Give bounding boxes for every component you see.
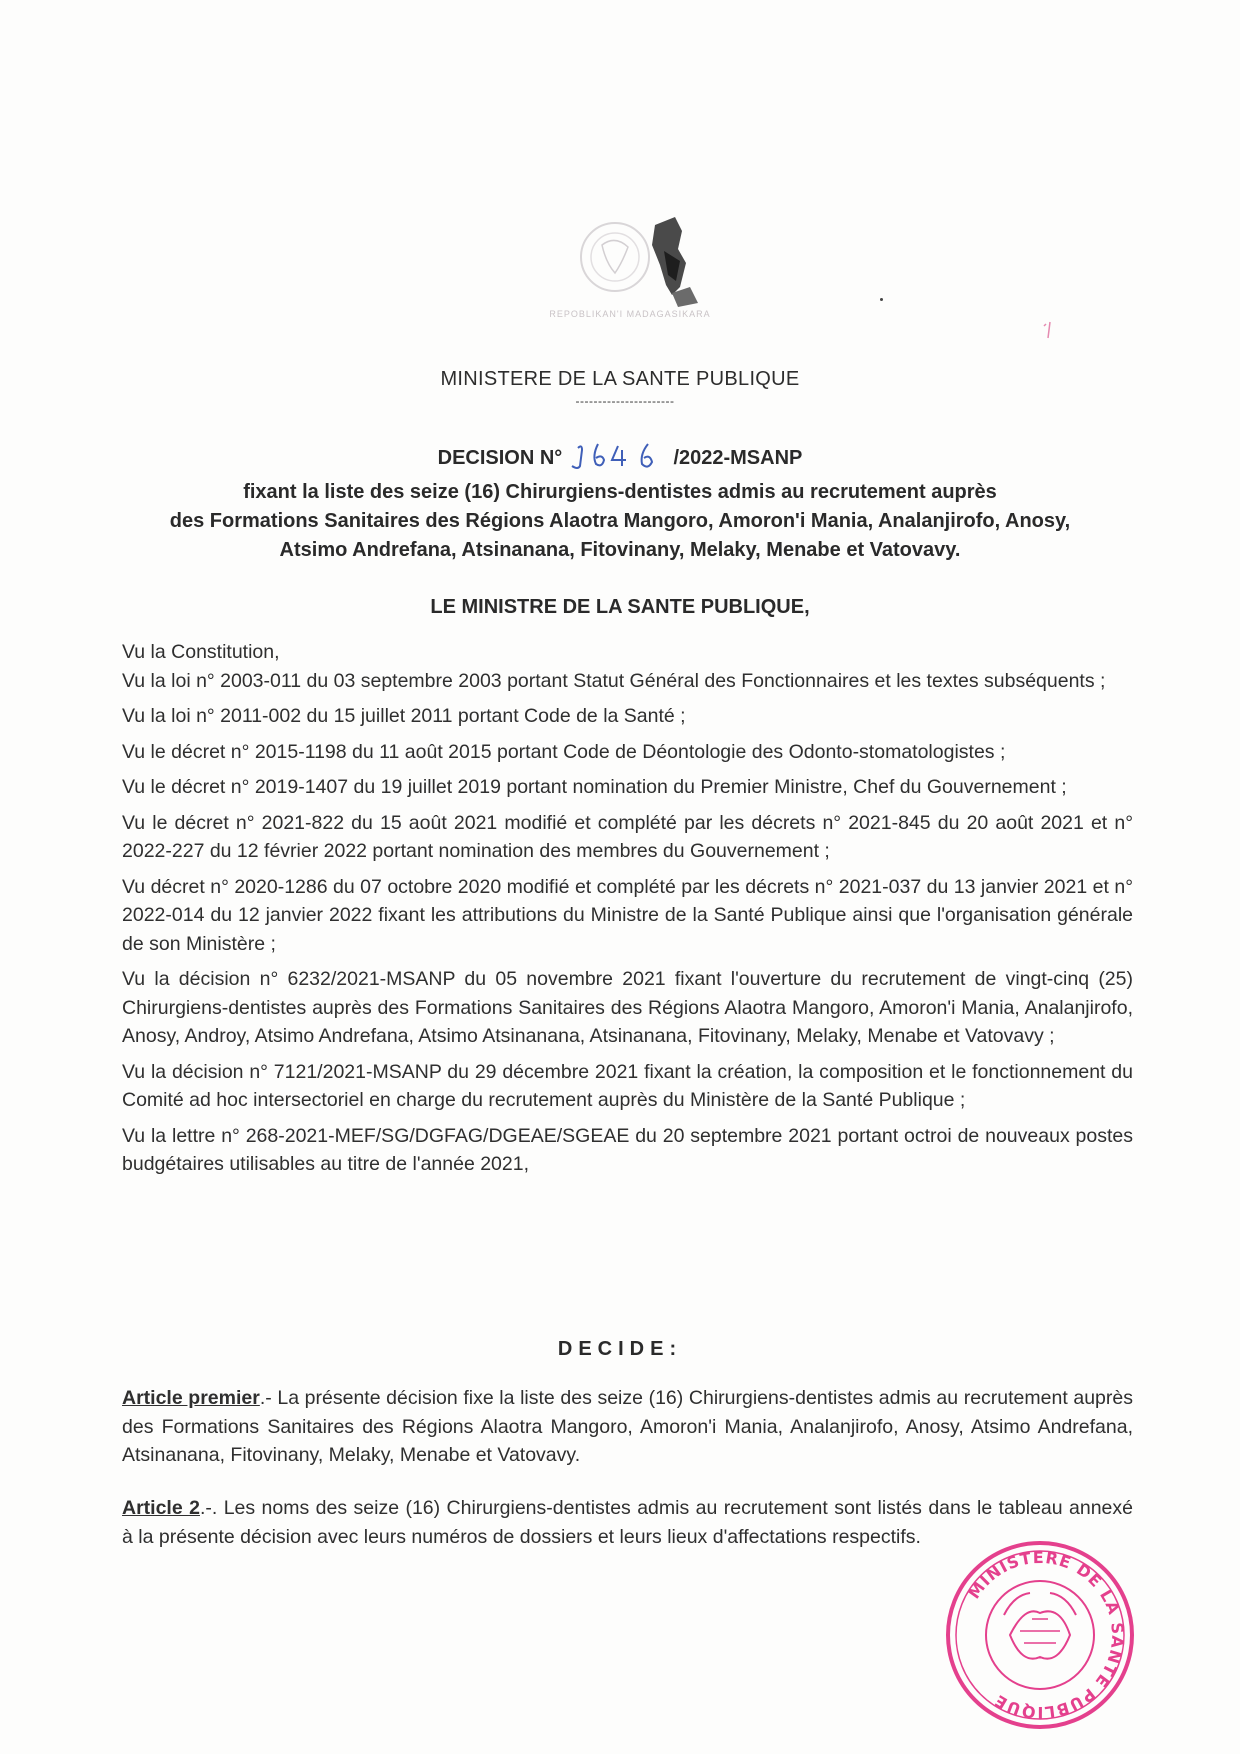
reference-item: Vu la décision n° 6232/2021-MSANP du 05 novembre 2021 fixant l'ouverture du recrutement de vingt-cinq (25) Chirurgiens-dentistes auprès des Formations Sanitaires des Régions Alaotra Mangoro, Amoron'i Mania, Analanjirofo, Anosy, Androy, Atsimo Andrefana, Atsimo Atsinanana, Atsinanana, Fitovinany, Melaky, Menabe et Vatovavy ; — [122, 968, 1133, 1047]
separator-line: ---------------------- — [575, 394, 675, 408]
reference-item: Vu la loi n° 2003-011 du 03 septembre 2003 portant Statut Général des Fonctionnaires et les textes subséquents ; — [122, 669, 1106, 692]
article-title: Article 2 — [122, 1497, 200, 1519]
svg-text:MINISTERE DE LA SANTE PUBLIQUE: MINISTERE DE LA SANTE PUBLIQUE — [964, 1547, 1128, 1723]
decide-heading: DECIDE: — [557, 1338, 683, 1360]
reference-item: Vu le décret n° 2019-1407 du 19 juillet 2019 portant nomination du Premier Ministre, Chef du Gouvernement ; — [122, 776, 1067, 798]
pen-mark-icon — [1040, 320, 1060, 340]
ministry-title: MINISTERE DE LA SANTE PUBLIQUE — [440, 368, 800, 390]
minister-heading: LE MINISTRE DE LA SANTE PUBLIQUE, — [430, 596, 810, 618]
subject-line: des Formations Sanitaires des Régions Alaotra Mangoro, Amoron'i Mania, Analanjirofo, Anosy, — [169, 510, 1071, 532]
handwritten-number — [568, 440, 668, 470]
reference-item: Vu le décret n° 2015-1198 du 11 août 2015 portant Code de Déontologie des Odonto-stomatologistes ; — [122, 740, 1006, 763]
emblem-caption: REPOBLIKAN'I MADAGASIKARA — [549, 309, 711, 319]
subject-line: fixant la liste des seize (16) Chirurgiens-dentistes admis au recrutement auprès — [243, 481, 997, 503]
decision-subject — [110, 478, 1130, 565]
legal-references — [122, 638, 1133, 1186]
article-title: Article premier — [122, 1387, 260, 1409]
reference-item: Vu la loi n° 2011-002 du 15 juillet 2011 portant Code de la Santé ; — [122, 705, 686, 727]
reference-item: Vu décret n° 2020-1286 du 07 octobre 2020 modifié et complété par les décrets n° 2021-037 du 13 janvier 2021 et n° 2022-014 du 12 janvier 2022 fixant les attributions du Ministre de la Santé Publique ainsi que l'organisation générale de son Ministère ; — [122, 875, 1133, 955]
official-stamp-icon — [940, 1535, 1140, 1735]
reference-item: Vu la décision n° 7121/2021-MSANP du 29 décembre 2021 fixant la création, la composition et le fonctionnement du Comité ad hoc intersectoriel en charge du recrutement auprès du Ministère de la Santé Publique ; — [122, 1060, 1133, 1111]
reference-item: Vu le décret n° 2021-822 du 15 août 2021 modifié et complété par les décrets n° 2021-845 du 20 août 2021 et n° 2022-227 du 12 février 2022 portant nomination des membres du Gouvernement ; — [122, 811, 1133, 862]
decision-prefix: DECISION N° — [437, 447, 563, 469]
subject-line: Atsimo Andrefana, Atsinanana, Fitovinany, Melaky, Menabe et Vatovavy. — [279, 539, 961, 561]
article-text: .-. Les noms des seize (16) Chirurgiens-dentistes admis au recrutement sont listés dans le tableau annexé à la présente décision avec leurs numéros de dossiers et leurs lieux d'affectations respectifs. — [122, 1497, 1133, 1548]
article-text: .- La présente décision fixe la liste des seize (16) Chirurgiens-dentistes admis au recrutement auprès des Formations Sanitaires des Régions Alaotra Mangoro, Amoron'i Mania, Analanjirofo, Anosy, Atsimo Andrefana, Atsinanana, Fitovinany, Melaky, Menabe et Vatovavy. — [122, 1387, 1133, 1466]
article-first — [122, 1384, 1133, 1470]
decision-suffix: /2022-MSANP — [673, 447, 803, 469]
decision-number — [0, 440, 1240, 470]
reference-item: Vu la Constitution, — [122, 641, 280, 663]
reference-item: Vu la lettre n° 268-2021-MEF/SG/DGFAG/DGEAE/SGEAE du 20 septembre 2021 portant octroi de nouveaux postes budgétaires utilisables au titre de l'année 2021, — [122, 1124, 1133, 1175]
ink-dot — [880, 298, 883, 301]
